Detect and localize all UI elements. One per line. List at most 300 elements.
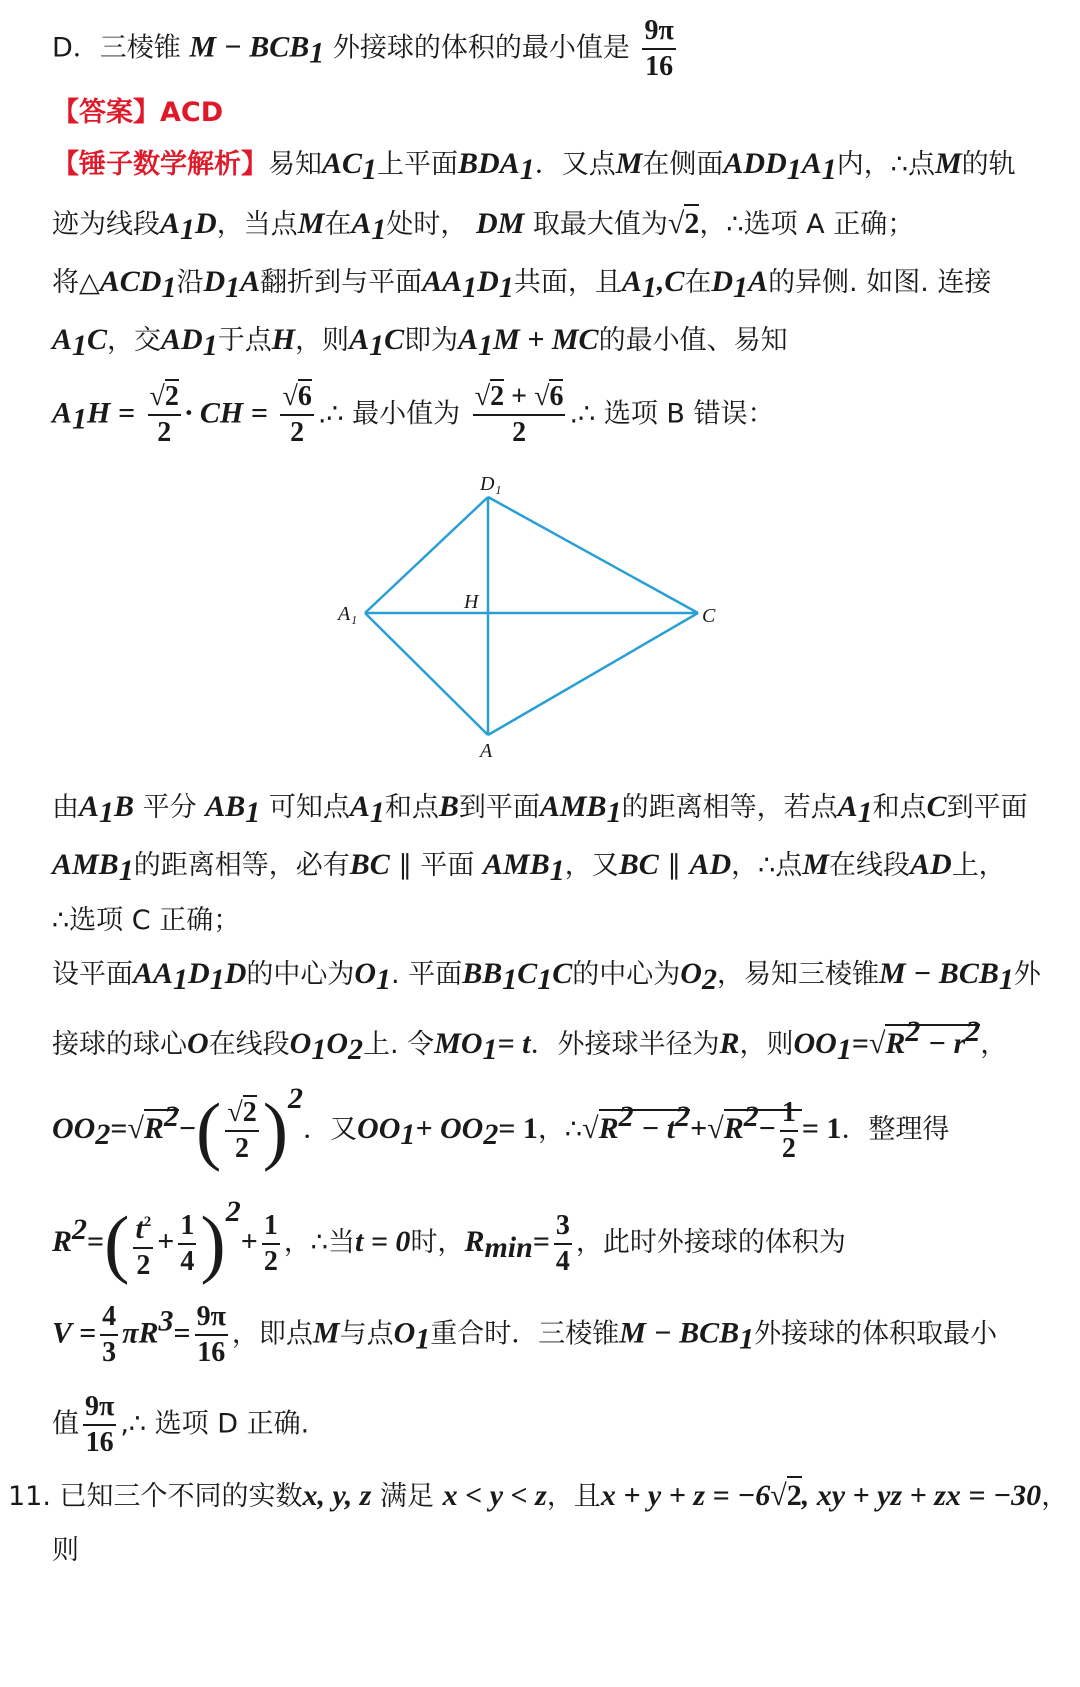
den: 2 [512, 417, 527, 448]
rad: 2 [787, 1476, 802, 1512]
analysis-line-1 [52, 142, 1080, 187]
m: M [934, 147, 962, 180]
rad: 2 [164, 381, 179, 412]
m: AD [161, 323, 203, 356]
t: 的中心为 [246, 959, 355, 990]
num: 9π [83, 1390, 116, 1426]
p3-line-3 [52, 898, 1080, 937]
s: 2 [483, 1118, 499, 1151]
sup: 2 [72, 1213, 88, 1246]
t: 平分 [142, 792, 197, 823]
sup: 2 [965, 1015, 981, 1048]
m: = [532, 1225, 550, 1258]
sqrt-2b: √2 [770, 1476, 801, 1512]
m: AMB [539, 790, 607, 823]
frac-1-4 [178, 1209, 196, 1279]
p4-line-4 [52, 1195, 1080, 1286]
label-c: C [702, 605, 716, 627]
option-d-prefix: D．三棱锥 [52, 32, 181, 64]
frac-1-2 [780, 1096, 798, 1166]
m: BC [349, 848, 390, 881]
frac-sqrt6-2 [280, 380, 313, 450]
m: M − BCB [878, 957, 999, 990]
t: ∥ 平面 [398, 850, 475, 881]
t: ，∴选项 A 正确； [699, 209, 915, 240]
s: 1 [311, 1033, 327, 1066]
m: D [711, 265, 734, 298]
m: x, y, z [302, 1479, 372, 1512]
m: B [438, 790, 459, 823]
p4-line-3 [52, 1082, 1080, 1173]
t: 沿 [176, 267, 204, 298]
edge-c-a [488, 613, 698, 735]
t: ,∴ 选项 D 正确. [120, 1408, 310, 1440]
m: MO [434, 1027, 483, 1060]
m: B [114, 790, 135, 823]
m: x < y < z [442, 1479, 547, 1512]
analysis-label: 【锤子数学解析】 [52, 149, 268, 180]
right-paren: ) [262, 1088, 289, 1173]
m: = [173, 1316, 191, 1350]
sup: 2 [743, 1100, 759, 1133]
edge-a-a1 [365, 613, 488, 735]
m: ACD [99, 265, 162, 298]
s: 1 [161, 271, 177, 304]
s: 1 [118, 854, 134, 887]
t: .∴ 最小值为 [317, 398, 461, 430]
m: D [224, 957, 247, 990]
num: √2 + √6 [473, 380, 566, 416]
den: 2 [290, 417, 305, 448]
den: 16 [85, 1427, 114, 1458]
t: 将△ [52, 267, 100, 298]
option-d-fraction [642, 14, 675, 84]
p3-line-2 [52, 843, 1080, 888]
m: C [384, 323, 405, 356]
t: ∥ [667, 850, 681, 881]
t: ，当点 [216, 209, 298, 240]
m: t = 0 [355, 1225, 411, 1258]
m: BDA [458, 147, 520, 180]
s: 1 [482, 1033, 498, 1066]
den: 2 [157, 417, 172, 448]
answer-line [52, 90, 1080, 129]
geometry-figure [330, 465, 750, 765]
s: 1 [857, 796, 873, 829]
analysis-line-4 [52, 318, 1080, 363]
m: V = [52, 1316, 97, 1350]
s: 1 [821, 153, 837, 186]
s: 1 [498, 271, 514, 304]
t: 可知点 [268, 792, 350, 823]
m: A [351, 207, 372, 240]
m: = [110, 1112, 128, 1145]
label-d1: D₁ [480, 473, 502, 495]
sqrt-r2-t2: $√R^2 - t^2$ [582, 1100, 691, 1145]
num [133, 1205, 153, 1249]
frac-sqrt2-2 [148, 380, 181, 450]
m: + [157, 1225, 175, 1258]
t: ，则 [739, 1029, 794, 1060]
s: 1 [606, 796, 622, 829]
m: R [464, 1225, 485, 1258]
m: A [79, 790, 100, 823]
num: 9π [195, 1300, 228, 1336]
t: 的距离相等，若点 [621, 792, 838, 823]
num: 1 [262, 1209, 280, 1245]
frac-3-4 [554, 1209, 572, 1279]
t: 上， [951, 850, 1006, 881]
s: 2 [348, 1033, 364, 1066]
den: 3 [102, 1337, 117, 1368]
num: √6 [280, 380, 313, 416]
t: 的距离相等，必有 [133, 850, 350, 881]
sup: 2 [143, 1213, 152, 1230]
sup: 2 [163, 1100, 179, 1133]
m: OO [793, 1027, 837, 1060]
frac-den: 16 [645, 51, 674, 82]
label-a1: A₁ [338, 603, 358, 625]
t: ，∴ [537, 1114, 583, 1145]
m: R [719, 1027, 740, 1060]
t: ，∴当 [283, 1227, 355, 1258]
t: 的轨 [961, 149, 1016, 180]
m: = [87, 1225, 105, 1258]
option-d-text: 外接球的体积的最小值是 [332, 32, 630, 64]
m: t [135, 1211, 144, 1245]
s: 1 [549, 854, 565, 887]
t: 和点 [872, 792, 927, 823]
m: O [289, 1027, 312, 1060]
m: M [615, 147, 643, 180]
t: 在 [324, 209, 352, 240]
m: − t [633, 1112, 676, 1145]
t: ， [980, 1029, 1008, 1060]
t: 的中心为 [572, 959, 681, 990]
s: 1 [209, 963, 225, 996]
m: + [240, 1225, 258, 1258]
frac-4-3 [100, 1300, 118, 1370]
analysis-line-5 [52, 380, 1080, 450]
m: x + y + z = −6 [600, 1479, 771, 1512]
t: .∴ 选项 B 错误： [569, 398, 775, 430]
rad: 6 [549, 381, 564, 412]
num: √2 [225, 1096, 258, 1132]
frac-num: 9π [642, 14, 675, 50]
den: 2 [235, 1132, 250, 1164]
m: BB [462, 957, 503, 990]
right-paren: ) [200, 1201, 226, 1286]
q11-line-1 [8, 1474, 1080, 1513]
s: 1 [415, 1322, 431, 1356]
s: 1 [400, 1118, 416, 1151]
t: ，易知三棱锥 [716, 959, 879, 990]
m: = 1 [498, 1112, 538, 1145]
frac-9pi-16b [83, 1390, 116, 1460]
m: OO [357, 1112, 401, 1145]
m: A [240, 265, 261, 298]
answer-value: ACD [160, 97, 224, 128]
m: OO [52, 1112, 96, 1145]
t: 满足 [380, 1481, 435, 1512]
m: A [837, 790, 858, 823]
t: ．整理得 [841, 1114, 950, 1145]
m: + [690, 1112, 708, 1145]
t: 上. 令 [363, 1029, 435, 1060]
t: ，∴点 [731, 850, 803, 881]
den: 2 [136, 1249, 151, 1281]
m: AD [689, 848, 732, 881]
t: ， [1041, 1481, 1069, 1512]
t: 即为 [404, 325, 459, 356]
sup: 2 [288, 1082, 304, 1115]
t: 上平面 [377, 149, 459, 180]
p4-line-2 [52, 1015, 1080, 1067]
left-paren: ( [104, 1201, 130, 1286]
m: R [143, 1112, 164, 1145]
s: 1 [72, 402, 88, 436]
rad: 2 [684, 204, 699, 240]
m: − [178, 1112, 197, 1145]
m: A [52, 396, 73, 430]
den: 4 [555, 1245, 570, 1277]
den: 4 [180, 1245, 195, 1277]
m: AMB [52, 848, 119, 881]
s: 1 [99, 796, 115, 829]
s: 1 [537, 963, 553, 996]
m: R [885, 1027, 906, 1060]
t: ，交 [107, 325, 162, 356]
t: 翻折到与平面 [260, 267, 423, 298]
m: R [598, 1112, 619, 1145]
edge-d1-c [488, 497, 698, 613]
m: = t [497, 1027, 531, 1060]
m: M [312, 1316, 340, 1350]
t: 与点 [339, 1318, 394, 1350]
m: πR [122, 1316, 159, 1350]
num: 4 [100, 1300, 118, 1336]
sup: 2 [905, 1015, 921, 1048]
sqrt-2: √2 [668, 204, 699, 240]
s: 1 [733, 271, 749, 304]
m: H [271, 323, 296, 356]
t: 的异侧. 如图. 连接 [768, 267, 992, 298]
num: 1 [178, 1209, 196, 1245]
t: ，则 [295, 325, 350, 356]
m: D [195, 207, 217, 240]
frac-1-2b [262, 1209, 280, 1279]
t: 已知三个不同的实数 [59, 1481, 303, 1512]
m: · CH = [184, 396, 268, 430]
frac-sum [473, 380, 566, 450]
s: min [484, 1231, 533, 1264]
s: 1 [462, 271, 478, 304]
m: O [354, 957, 377, 990]
m: R [723, 1112, 744, 1145]
s: 1 [502, 963, 518, 996]
t: 则 [52, 1535, 79, 1566]
t: 易知 [268, 149, 322, 180]
q11-line-2 [52, 1528, 1080, 1567]
m: H = [87, 396, 135, 430]
num: 3 [554, 1209, 572, 1245]
s: 1 [369, 796, 385, 829]
t: 在 [684, 267, 712, 298]
m: D [203, 265, 226, 298]
t: . 平面 [391, 959, 463, 990]
s: 1 [998, 963, 1014, 996]
t: 和点 [384, 792, 439, 823]
m: A [349, 790, 370, 823]
m: DM [475, 207, 525, 240]
t: ，又 [564, 850, 619, 881]
m: A [160, 207, 181, 240]
t: 的最小值、易知 [598, 325, 788, 356]
frac-9pi-16 [195, 1300, 228, 1370]
t: ．又点 [534, 149, 616, 180]
analysis-line-3 [52, 260, 1080, 305]
s: 1 [362, 153, 378, 186]
m: ,C [656, 265, 685, 298]
s: 1 [836, 1033, 852, 1066]
option-d-sub: 1 [309, 36, 325, 70]
m: A [748, 265, 769, 298]
answer-label: 【答案】 [52, 97, 160, 128]
t: 由 [52, 792, 79, 823]
t: ，且 [546, 1481, 601, 1512]
t: 时， [410, 1227, 465, 1258]
s: 1 [519, 153, 535, 186]
rad: 2 [490, 381, 505, 412]
sqrt-r2: $√R^2$ [127, 1100, 179, 1145]
t: 在侧面 [642, 149, 724, 180]
m: = [851, 1027, 869, 1060]
m: R [52, 1225, 73, 1258]
m: C [517, 957, 538, 990]
s: 1 [641, 271, 657, 304]
m: − r [920, 1027, 966, 1060]
option-d-expr: M − BCB [189, 30, 310, 64]
t: ∴选项 C 正确； [52, 905, 241, 936]
s: 1 [371, 213, 387, 246]
s: 1 [376, 963, 392, 996]
m: A [621, 265, 642, 298]
m: M − BCB [619, 1316, 740, 1350]
m: AC [322, 147, 363, 180]
t: 于点 [217, 325, 272, 356]
s: 1 [739, 1322, 755, 1356]
num: 1 [780, 1096, 798, 1132]
m: O [393, 1316, 416, 1350]
m: , xy + yz + zx = −30 [801, 1479, 1042, 1512]
m: A [52, 323, 73, 356]
den: 2 [263, 1245, 278, 1277]
m: + OO [415, 1112, 484, 1145]
m: M + MC [493, 323, 599, 356]
t: 设平面 [52, 959, 133, 990]
p4-line-1 [52, 952, 1080, 997]
m: D [477, 265, 499, 298]
s: 1 [202, 329, 218, 362]
t: 迹为线段 [52, 209, 160, 240]
m: AD [910, 848, 952, 881]
m: C [87, 323, 108, 356]
s: 1 [225, 271, 241, 304]
s: 1 [245, 796, 261, 829]
left-paren: ( [196, 1088, 222, 1173]
s: 1 [786, 153, 802, 186]
frac-t2-2 [133, 1205, 153, 1283]
m: M [297, 207, 325, 240]
t: ．外接球半径为 [530, 1029, 720, 1060]
s: 1 [478, 329, 494, 362]
label-a: A [480, 740, 493, 762]
s: 1 [180, 213, 196, 246]
m: − [758, 1112, 776, 1145]
m: D [188, 957, 210, 990]
m: A [801, 147, 822, 180]
t: 到平面 [946, 792, 1028, 823]
frac-sqrt2-2b [225, 1096, 258, 1166]
m: A [349, 323, 370, 356]
t: 外接球的体积取最小 [754, 1318, 998, 1350]
m: M [802, 848, 829, 881]
sup: 2 [225, 1195, 241, 1228]
t: 外 [1013, 959, 1041, 990]
m: AA [422, 265, 463, 298]
m: = 1 [801, 1112, 842, 1145]
analysis-line-2 [52, 202, 1080, 247]
rad: 2 [242, 1096, 257, 1128]
rad: 6 [297, 381, 312, 412]
m: O [187, 1027, 209, 1060]
sqrt-r2-half: $√R^2-$ $\frac{1}{2}$ [707, 1109, 802, 1145]
p4-line-6 [52, 1390, 1080, 1460]
m: C [926, 790, 947, 823]
m: BC [618, 848, 659, 881]
s: 2 [95, 1118, 111, 1151]
t: 到平面 [458, 792, 540, 823]
sqrt-r2-r2: $√R^2 - r^2$ [868, 1015, 981, 1060]
t: 内，∴点 [836, 149, 935, 180]
t: 接球的球心 [52, 1029, 187, 1060]
question-number: 11. [8, 1481, 51, 1512]
s: 1 [173, 963, 189, 996]
m: ADD [723, 147, 787, 180]
sup: 3 [158, 1304, 174, 1338]
t: 处时， [386, 209, 468, 240]
den: 2 [781, 1133, 796, 1165]
p4-line-5 [52, 1300, 1080, 1370]
m: AA [133, 957, 174, 990]
t: 共面，且 [513, 267, 622, 298]
t: ．又 [303, 1114, 358, 1145]
option-d-line [52, 14, 1080, 84]
m: O [326, 1027, 349, 1060]
m: O [680, 957, 702, 990]
t: 取最大值为 [532, 209, 668, 240]
s: 1 [369, 329, 385, 362]
m: AMB [483, 848, 550, 881]
sup: 2 [618, 1100, 634, 1133]
m: AB [205, 790, 246, 823]
m: C [552, 957, 573, 990]
m: A [458, 323, 479, 356]
p3-line-1 [52, 785, 1080, 830]
s: 1 [72, 329, 88, 362]
sup: 2 [675, 1100, 691, 1133]
t: ，即点 [231, 1318, 313, 1350]
